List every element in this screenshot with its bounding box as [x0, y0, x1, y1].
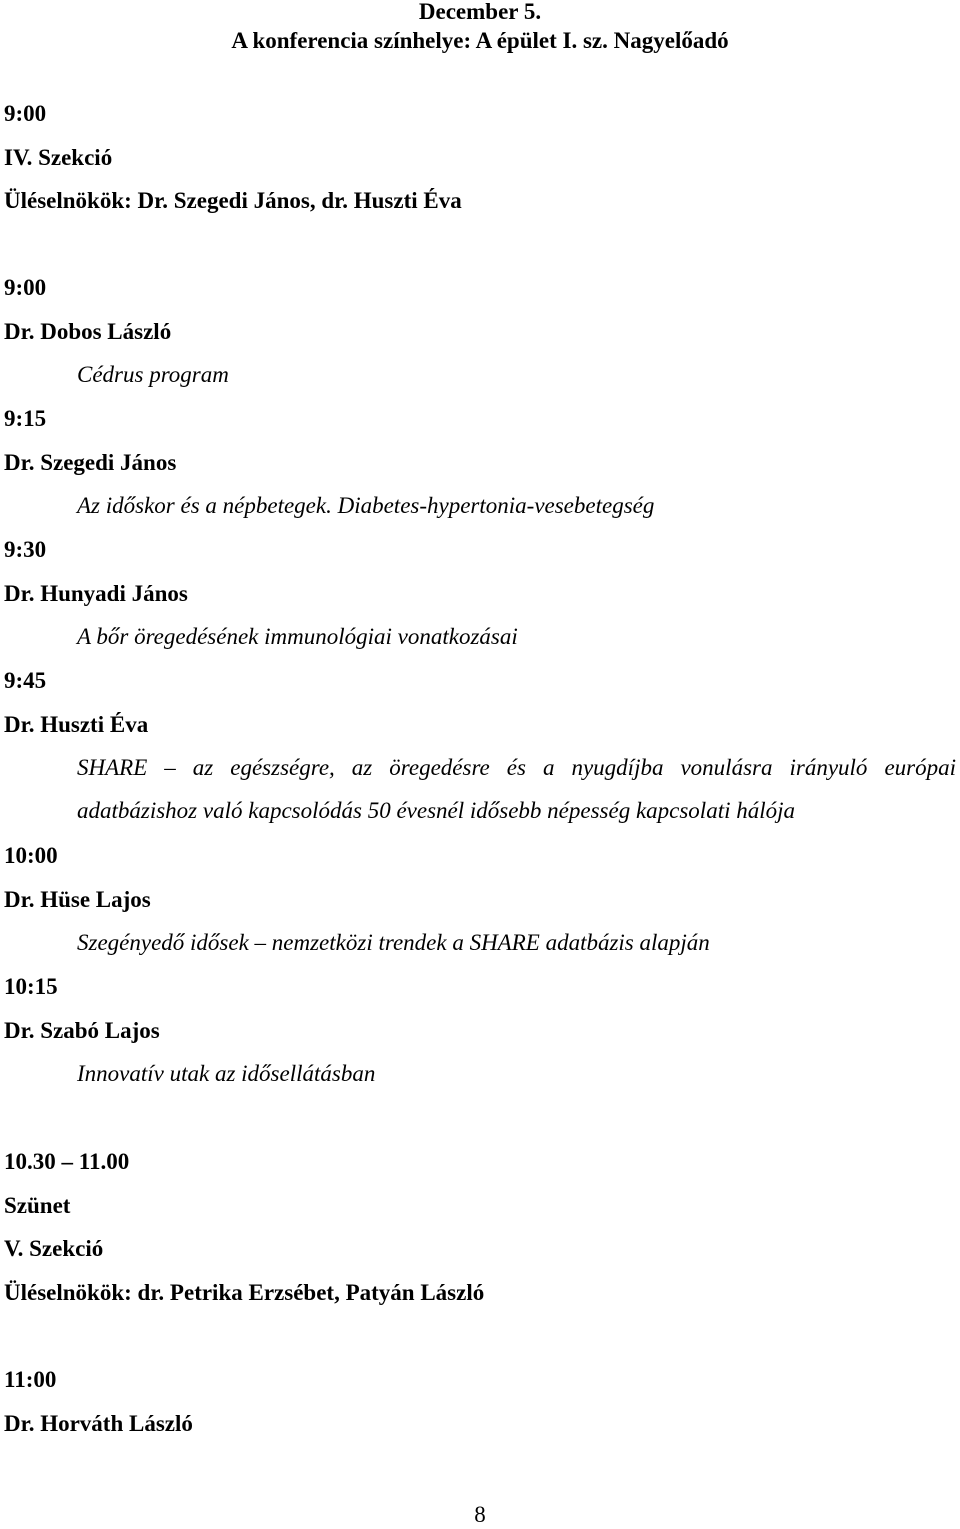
section-time: 9:00: [4, 101, 47, 126]
talk-title: Szegényedő idősek – nemzetközi trendek a SHARE adatbázis alapján: [77, 930, 710, 955]
talk-speaker: Dr. Szabó Lajos: [4, 1018, 160, 1043]
section-title: IV. Szekció: [4, 145, 113, 170]
talk-speaker: Dr. Dobos László: [4, 319, 172, 344]
talk-time: 10:15: [4, 974, 58, 999]
talk-time: 9:15: [4, 406, 47, 431]
talk-speaker: Dr. Huszti Éva: [4, 712, 149, 737]
talk-time: 9:00: [4, 275, 47, 300]
talk-speaker: Dr. Szegedi János: [4, 450, 177, 475]
section-chairs: Üléselnökök: dr. Petrika Erzsébet, Patyán László: [4, 1280, 485, 1305]
day-heading: December 5.: [418, 0, 542, 24]
talk-title: Az időskor és a népbetegek. Diabetes-hypertonia-vesebetegség: [77, 493, 655, 518]
talk-speaker: Dr. Horváth László: [4, 1411, 193, 1436]
break-time: 10.30 – 11.00: [4, 1149, 130, 1174]
page-number: 8: [474, 1502, 486, 1527]
section-chairs: Üléselnökök: Dr. Szegedi János, dr. Huszti Éva: [4, 188, 462, 213]
talk-time: 10:00: [4, 843, 58, 868]
talk-speaker: Dr. Hunyadi János: [4, 581, 188, 606]
talk-title: Cédrus program: [77, 362, 229, 387]
talk-time: 9:45: [4, 668, 47, 693]
talk-speaker: Dr. Hüse Lajos: [4, 887, 151, 912]
talk-time: 11:00: [4, 1367, 57, 1392]
talk-title: A bőr öregedésének immunológiai vonatkozásai: [77, 624, 518, 649]
venue-heading: A konferencia színhelye: A épület I. sz. Nagyelőadó: [231, 28, 729, 53]
section-title: V. Szekció: [4, 1236, 104, 1261]
talk-time: 9:30: [4, 537, 47, 562]
talk-title: SHARE – az egészségre, az öregedésre és a nyugdíjba vonulásra irányuló európai adatbázishoz való kapcsolódás 50 évesnél idősebb népesség kapcsolati hálója: [77, 755, 956, 823]
break-label: Szünet: [4, 1193, 71, 1218]
talk-title: Innovatív utak az idősellátásban: [77, 1061, 376, 1086]
